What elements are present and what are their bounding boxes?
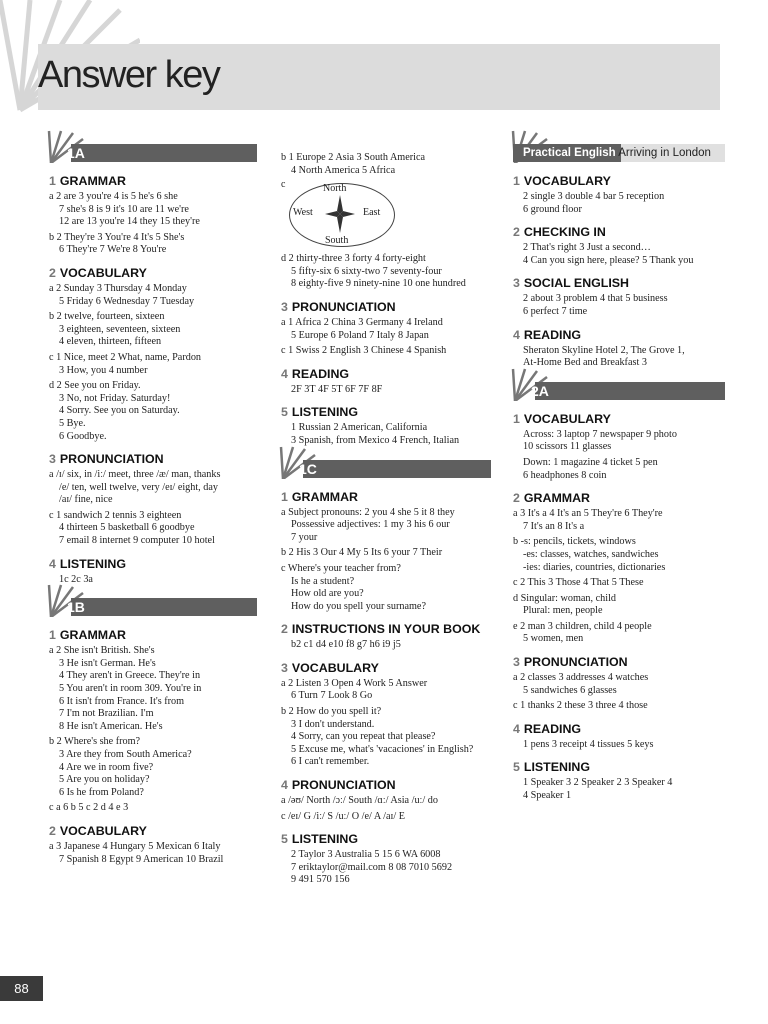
section-number: 4 bbox=[49, 556, 56, 571]
answer-line: 6 ground floor bbox=[523, 203, 582, 215]
answer-line: 5 Europe 6 Poland 7 Italy 8 Japan bbox=[291, 329, 429, 341]
answer-line: d 2 thirty-three 3 forty 4 forty-eight bbox=[281, 253, 426, 265]
tab-label: 1A bbox=[67, 145, 85, 161]
section-grammar-2a bbox=[513, 491, 725, 646]
section-vocabulary-1b bbox=[49, 824, 257, 866]
answer-line: 6 Is he from Poland? bbox=[59, 786, 144, 798]
answer-line: a /əʊ/ North /ɔː/ South /ɑː/ Asia /uː/ do bbox=[281, 795, 438, 807]
column-2 bbox=[281, 152, 491, 896]
section-heading: READING bbox=[523, 721, 582, 736]
section-tab-2a bbox=[513, 379, 725, 400]
answer-line: a 2 Listen 3 Open 4 Work 5 Answer bbox=[281, 677, 428, 689]
section-number: 4 bbox=[513, 327, 520, 342]
section-continents bbox=[281, 152, 491, 177]
answer-line: 5 Friday 6 Wednesday 7 Tuesday bbox=[59, 295, 195, 307]
section-reading-1b bbox=[281, 367, 491, 397]
section-number: 2 bbox=[49, 265, 56, 280]
section-heading: PRONUNCIATION bbox=[59, 452, 164, 467]
section-heading: GRAMMAR bbox=[59, 628, 126, 643]
answer-line: -ies: diaries, countries, dictionaries bbox=[523, 561, 666, 573]
section-vocabulary-1c bbox=[281, 661, 491, 769]
answer-line: e 2 man 3 children, child 4 people bbox=[513, 620, 652, 632]
section-heading: READING bbox=[523, 327, 582, 342]
answer-line: 12 are 13 you're 14 they 15 they're bbox=[59, 216, 200, 228]
answer-line: 1 Russian 2 American, California bbox=[291, 422, 428, 434]
answer-line: b 2 How do you spell it? bbox=[281, 706, 382, 718]
section-tab-practical-english bbox=[513, 141, 725, 162]
answer-line: c 1 Swiss 2 English 3 Chinese 4 Spanish bbox=[281, 345, 447, 357]
compass-part-letter: c bbox=[281, 179, 286, 191]
answer-line: 1c 2c 3a bbox=[59, 573, 93, 585]
section-pronunciation-2a bbox=[513, 655, 725, 713]
answer-line: 5 Bye. bbox=[59, 417, 86, 429]
answer-line: a 3 It's a 4 It's an 5 They're 6 They're bbox=[513, 508, 663, 520]
answer-line: 7 eriktaylor@mail.com 8 08 7010 5692 bbox=[291, 861, 453, 873]
section-heading: VOCABULARY bbox=[59, 823, 147, 838]
answer-line: 6 They're 7 We're 8 You're bbox=[59, 244, 167, 256]
section-vocabulary-2a bbox=[513, 412, 725, 482]
answer-line: Plural: men, people bbox=[523, 605, 603, 617]
answer-line: 5 women, men bbox=[523, 633, 584, 645]
answer-line: 7 I'm not Brazilian. I'm bbox=[59, 708, 154, 720]
answer-line: 4 North America 5 Africa bbox=[291, 164, 396, 176]
answer-line: 4 They aren't in Greece. They're in bbox=[59, 670, 201, 682]
answer-line: 8 eighty-five 9 ninety-nine 10 one hundred bbox=[291, 278, 466, 290]
section-heading: VOCABULARY bbox=[291, 660, 379, 675]
answer-line: 1 pens 3 receipt 4 tissues 5 keys bbox=[523, 738, 654, 750]
answer-line: 7 It's an 8 It's a bbox=[523, 520, 585, 532]
answer-line: Sheraton Skyline Hotel 2, The Grove 1, bbox=[523, 344, 685, 356]
section-number: 3 bbox=[513, 276, 520, 291]
section-number: 3 bbox=[281, 299, 288, 314]
answer-line: a 2 classes 3 addresses 4 watches bbox=[513, 672, 649, 684]
answer-line: 7 your bbox=[291, 531, 318, 543]
answer-line: 2 That's right 3 Just a second… bbox=[523, 242, 651, 254]
answer-line: b 2 Where's she from? bbox=[49, 736, 141, 748]
section-listening-1a bbox=[49, 557, 257, 587]
section-number: 5 bbox=[281, 832, 288, 847]
column-3 bbox=[513, 135, 725, 812]
section-number: 2 bbox=[513, 491, 520, 506]
section-number: 1 bbox=[513, 174, 520, 188]
section-heading: READING bbox=[291, 366, 350, 381]
answer-line: a 2 are 3 you're 4 is 5 he's 6 she bbox=[49, 191, 178, 202]
answer-line: 4 Sorry, can you repeat that please? bbox=[291, 731, 436, 743]
section-number: 3 bbox=[281, 660, 288, 675]
answer-line: c /eɪ/ G /iː/ S /uː/ O /e/ A /aɪ/ E bbox=[281, 810, 405, 822]
tab-label: 2A bbox=[531, 382, 549, 399]
section-number: 3 bbox=[513, 655, 520, 670]
section-tab-1a bbox=[49, 141, 257, 162]
section-heading: VOCABULARY bbox=[523, 174, 611, 188]
answer-line: d Singular: woman, child bbox=[513, 592, 616, 604]
answer-line: 6 headphones 8 coin bbox=[523, 469, 607, 481]
section-heading: GRAMMAR bbox=[59, 174, 126, 188]
section-reading-pe bbox=[513, 328, 725, 370]
answer-line: -es: classes, watches, sandwiches bbox=[523, 548, 659, 560]
answer-line: a 2 Sunday 3 Thursday 4 Monday bbox=[49, 282, 187, 294]
answer-line: 5 fifty-six 6 sixty-two 7 seventy-four bbox=[291, 265, 442, 277]
answer-line: c 1 thanks 2 these 3 three 4 those bbox=[513, 700, 648, 712]
section-listening-2a bbox=[513, 760, 725, 802]
answer-line: Possessive adjectives: 1 my 3 his 6 our bbox=[291, 519, 450, 531]
answer-line: Across: 3 laptop 7 newspaper 9 photo bbox=[523, 428, 677, 440]
answer-line: a 3 Japanese 4 Hungary 5 Mexican 6 Italy bbox=[49, 840, 221, 852]
section-numbers bbox=[281, 253, 491, 291]
section-grammar-1b bbox=[49, 628, 257, 815]
section-heading: GRAMMAR bbox=[523, 491, 590, 506]
answer-line: 1 Speaker 3 2 Speaker 2 3 Speaker 4 bbox=[523, 777, 673, 789]
answer-line: /e/ ten, well twelve, very /eɪ/ eight, day bbox=[59, 481, 218, 493]
section-vocabulary-pe bbox=[513, 174, 725, 216]
answer-line: b 2 His 3 Our 4 My 5 Its 6 your 7 Their bbox=[281, 547, 443, 559]
answer-line: 3 No, not Friday. Saturday! bbox=[59, 392, 171, 404]
section-grammar-1c bbox=[281, 490, 491, 614]
section-checking-in bbox=[513, 225, 725, 267]
section-heading: PRONUNCIATION bbox=[291, 299, 396, 314]
answer-line: Down: 1 magazine 4 ticket 5 pen bbox=[523, 456, 658, 468]
section-number: 3 bbox=[49, 452, 56, 467]
column-1 bbox=[49, 135, 257, 875]
answer-line: 3 Spanish, from Mexico 4 French, Italian bbox=[291, 434, 460, 446]
tab-label-bold: Practical English bbox=[523, 147, 616, 159]
answer-line: c a 6 b 5 c 2 d 4 e 3 bbox=[49, 802, 129, 814]
answer-line: /aɪ/ fine, nice bbox=[59, 494, 113, 506]
answer-line: 5 Are you on holiday? bbox=[59, 774, 150, 786]
section-number: 4 bbox=[513, 721, 520, 736]
section-pronunciation-1c bbox=[281, 778, 491, 823]
answer-line: 3 I don't understand. bbox=[291, 718, 375, 730]
answer-line: 10 scissors 11 glasses bbox=[523, 441, 612, 453]
answer-line: 4 eleven, thirteen, fifteen bbox=[59, 336, 162, 348]
section-number: 5 bbox=[281, 405, 288, 420]
answer-line: 4 thirteen 5 basketball 6 goodbye bbox=[59, 522, 195, 534]
section-vocabulary-1a bbox=[49, 266, 257, 443]
answer-line: 6 It isn't from France. It's from bbox=[59, 695, 185, 707]
answer-line: 5 Excuse me, what's 'vacaciones' in English? bbox=[291, 743, 474, 755]
answer-line: c Where's your teacher from? bbox=[281, 562, 401, 574]
section-heading: INSTRUCTIONS IN YOUR BOOK bbox=[291, 622, 481, 637]
section-pronunciation-1b bbox=[281, 300, 491, 358]
answer-line: b -s: pencils, tickets, windows bbox=[513, 536, 636, 548]
section-heading: LISTENING bbox=[291, 405, 358, 420]
compass-star-icon bbox=[325, 195, 355, 233]
answer-line: 3 eighteen, seventeen, sixteen bbox=[59, 323, 181, 335]
answer-line: 4 Can you sign here, please? 5 Thank you bbox=[523, 254, 694, 266]
answer-line: a Subject pronouns: 2 you 4 she 5 it 8 they bbox=[281, 506, 455, 518]
section-heading: SOCIAL ENGLISH bbox=[523, 276, 630, 291]
section-number: 4 bbox=[281, 366, 288, 381]
tab-label: 1C bbox=[299, 460, 317, 477]
answer-line: 6 Turn 7 Look 8 Go bbox=[291, 690, 373, 702]
answer-line: 2F 3T 4F 5T 6F 7F 8F bbox=[291, 383, 383, 395]
section-tab-1b bbox=[49, 595, 257, 616]
answer-line: 4 Speaker 1 bbox=[523, 790, 572, 802]
answer-line: At-Home Bed and Breakfast 3 bbox=[523, 357, 647, 369]
section-heading: GRAMMAR bbox=[291, 489, 358, 504]
page-title: Answer key bbox=[38, 54, 220, 96]
section-number: 4 bbox=[281, 778, 288, 793]
answer-line: How do you spell your surname? bbox=[291, 600, 426, 612]
compass-west-label: West bbox=[293, 207, 313, 219]
section-listening-1c bbox=[281, 832, 491, 887]
answer-line: 9 491 570 156 bbox=[291, 874, 350, 886]
tab-label: 1B bbox=[67, 599, 85, 616]
answer-line: 3 How, you 4 number bbox=[59, 364, 148, 376]
page-number: 88 bbox=[0, 976, 43, 1001]
section-grammar-1a bbox=[49, 174, 257, 257]
section-heading: CHECKING IN bbox=[523, 225, 606, 240]
answer-line: b 2 twelve, fourteen, sixteen bbox=[49, 311, 165, 323]
answer-line: 4 Are we in room five? bbox=[59, 761, 154, 773]
answer-line: b 2 They're 3 You're 4 It's 5 She's bbox=[49, 231, 185, 243]
answer-line: 6 I can't remember. bbox=[291, 756, 370, 768]
answer-line: Is he a student? bbox=[291, 575, 355, 587]
answer-line: c 2 This 3 Those 4 That 5 These bbox=[513, 577, 644, 589]
section-social-english bbox=[513, 276, 725, 318]
tab-label bbox=[523, 144, 711, 162]
answer-line: b2 c1 d4 e10 f8 g7 h6 i9 j5 bbox=[291, 639, 401, 651]
section-heading: LISTENING bbox=[59, 556, 126, 571]
section-tab-1c bbox=[281, 457, 491, 478]
compass-south-label: South bbox=[325, 235, 349, 247]
section-heading: PRONUNCIATION bbox=[523, 655, 628, 670]
section-number: 5 bbox=[513, 760, 520, 775]
answer-line: 2 Taylor 3 Australia 5 15 6 WA 6008 bbox=[291, 849, 441, 861]
answer-line: 7 email 8 internet 9 computer 10 hotel bbox=[59, 535, 215, 547]
answer-line: a /ɪ/ six, in /iː/ meet, three /æ/ man, thanks bbox=[49, 469, 221, 481]
answer-line: 3 Are they from South America? bbox=[59, 749, 192, 760]
answer-line: 4 Sorry. See you on Saturday. bbox=[59, 405, 180, 417]
section-pronunciation-1a bbox=[49, 452, 257, 548]
section-heading: VOCABULARY bbox=[523, 411, 611, 426]
section-number: 2 bbox=[513, 225, 520, 240]
section-number: 2 bbox=[49, 823, 56, 838]
answer-line: 7 Spanish 8 Egypt 9 American 10 Brazil bbox=[59, 853, 224, 865]
answer-line: 6 perfect 7 time bbox=[523, 305, 588, 317]
section-number: 2 bbox=[281, 622, 288, 637]
section-reading-2a bbox=[513, 722, 725, 752]
answer-line: How old are you? bbox=[291, 588, 364, 600]
answer-line: 8 He isn't American. He's bbox=[59, 720, 163, 732]
section-number: 1 bbox=[513, 411, 520, 426]
compass-north-label: North bbox=[323, 183, 347, 195]
answer-line: 2 single 3 double 4 bar 5 reception bbox=[523, 191, 665, 202]
answer-line: c 1 sandwich 2 tennis 3 eighteen bbox=[49, 509, 182, 521]
answer-line: 6 Goodbye. bbox=[59, 430, 107, 442]
section-number: 1 bbox=[49, 174, 56, 188]
answer-line: c 1 Nice, meet 2 What, name, Pardon bbox=[49, 351, 202, 363]
tab-label-rest: Arriving in London bbox=[615, 147, 711, 159]
answer-line: a 1 Africa 2 China 3 Germany 4 Ireland bbox=[281, 316, 443, 328]
answer-line: 2 about 3 problem 4 that 5 business bbox=[523, 293, 668, 305]
answer-line: a 2 She isn't British. She's bbox=[49, 645, 155, 657]
answer-line: 7 she's 8 is 9 it's 10 are 11 we're bbox=[59, 203, 189, 215]
section-heading: VOCABULARY bbox=[59, 265, 147, 280]
section-number: 1 bbox=[49, 628, 56, 643]
answer-line: 5 sandwiches 6 glasses bbox=[523, 684, 617, 696]
section-heading: LISTENING bbox=[291, 832, 358, 847]
answer-line: b 1 Europe 2 Asia 3 South America bbox=[281, 152, 426, 163]
answer-line: d 2 See you on Friday. bbox=[49, 380, 141, 392]
compass-diagram bbox=[281, 179, 399, 249]
compass-east-label: East bbox=[363, 207, 381, 219]
section-number: 1 bbox=[281, 489, 288, 504]
answer-line: 3 He isn't German. He's bbox=[59, 657, 156, 669]
section-heading: LISTENING bbox=[523, 760, 590, 775]
answer-line: 5 You aren't in room 309. You're in bbox=[59, 683, 202, 695]
section-heading: PRONUNCIATION bbox=[291, 778, 396, 793]
section-listening-1b bbox=[281, 405, 491, 447]
section-instructions-1c bbox=[281, 622, 491, 652]
